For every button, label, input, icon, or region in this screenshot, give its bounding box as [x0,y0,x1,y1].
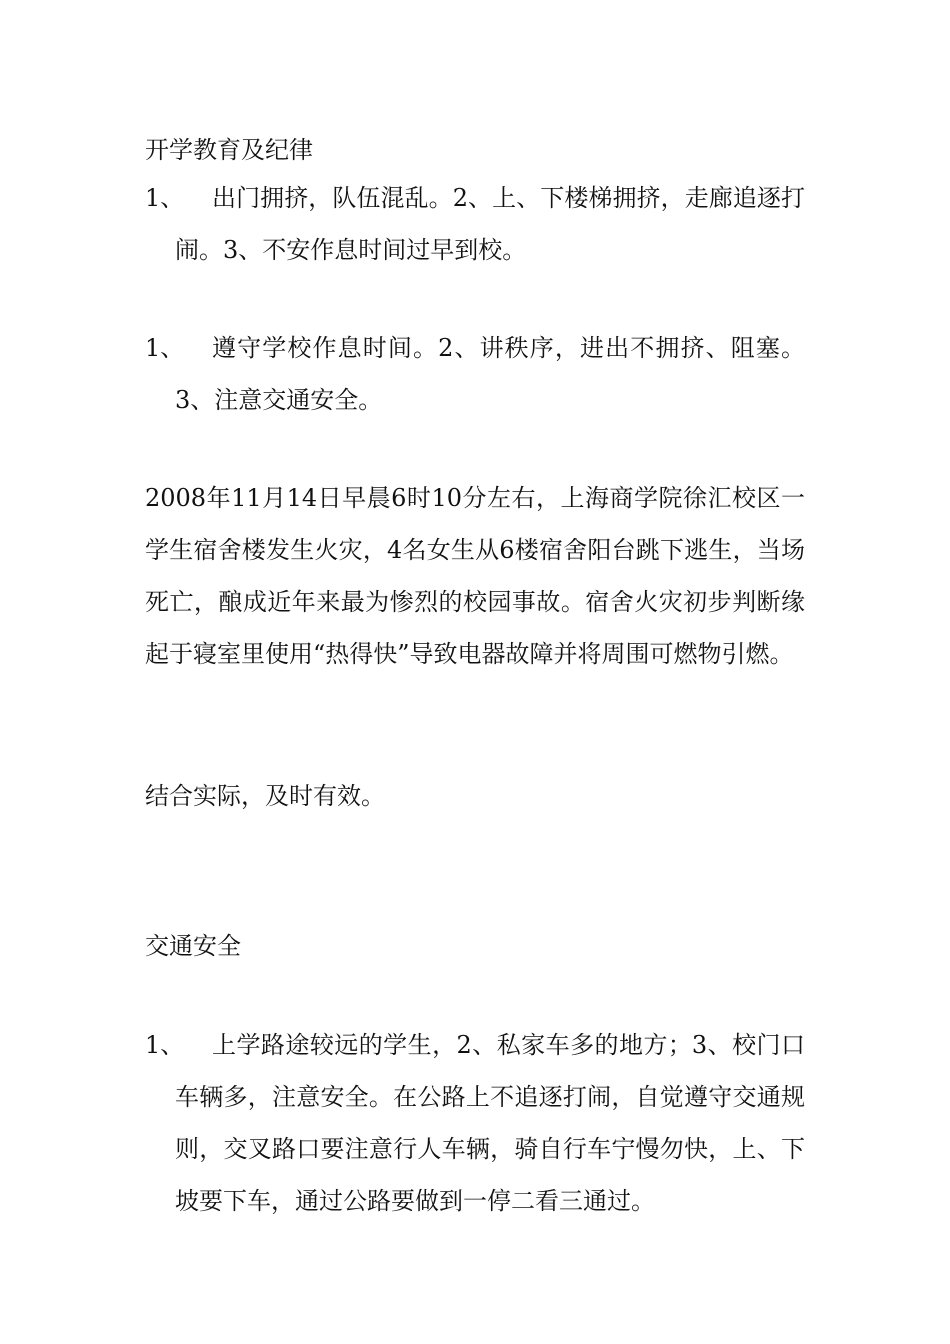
list-item-traffic [145,1019,805,1227]
heading-school-discipline: 开学教育及纪律 [145,136,313,164]
list-number: 1、 [145,334,185,362]
heading-traffic-safety: 交通安全 [145,932,241,960]
list-number: 1、 [145,184,185,212]
list-item-rules [145,322,805,426]
list-item-text: 遵守学校作息时间。2、讲秩序，进出不拥挤、阻塞。3、注意交通安全。 [175,334,805,414]
list-item-text: 出门拥挤，队伍混乱。2、上、下楼梯拥挤，走廊追逐打闹。3、不安作息时间过早到校。 [175,184,805,264]
paragraph-summary: 结合实际，及时有效。 [145,782,385,810]
list-number: 1、 [145,1031,185,1059]
paragraph-fire-incident: 2008年11月14日早晨6时10分左右，上海商学院徐汇校区一学生宿舍楼发生火灾，4名女生从6楼宿舍阳台跳下逃生，当场死亡，酿成近年来最为惨烈的校园事故。宿舍火灾初步判断缘起于寝室里使用“热得快”导致电器故障并将周围可燃物引燃。 [145,484,805,668]
list-item-problems [145,172,805,276]
list-item-text: 上学路途较远的学生，2、私家车多的地方；3、校门口车辆多，注意安全。在公路上不追逐打闹，自觉遵守交通规则，交叉路口要注意行人车辆，骑自行车宁慢勿快，上、下坡要下车，通过公路要做到一停二看三通过。 [175,1031,805,1215]
